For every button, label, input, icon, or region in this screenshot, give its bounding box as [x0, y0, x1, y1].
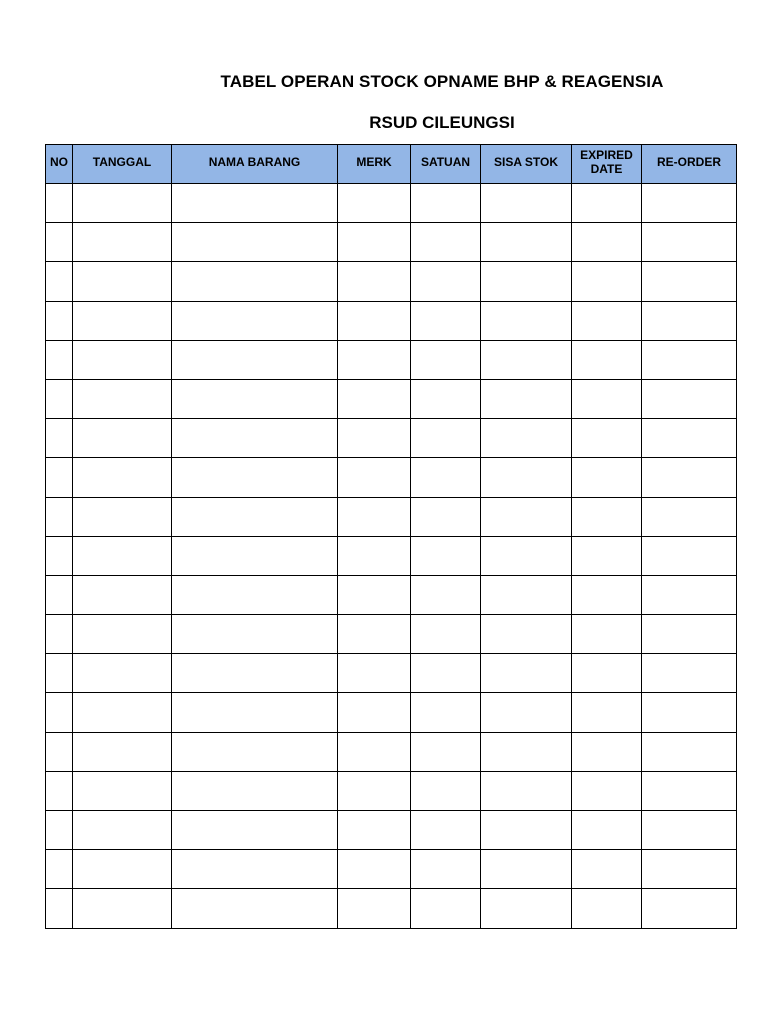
table-cell-nama-barang[interactable] [172, 693, 338, 732]
table-cell-satuan[interactable] [411, 419, 481, 458]
table-cell-merk[interactable] [338, 536, 411, 575]
table-cell-satuan[interactable] [411, 654, 481, 693]
table-cell-satuan[interactable] [411, 497, 481, 536]
table-cell-no[interactable] [46, 340, 73, 379]
table-row [46, 811, 737, 850]
table-row [46, 889, 737, 928]
table-cell-sisa-stok[interactable] [481, 850, 572, 889]
table-cell-nama-barang[interactable] [172, 301, 338, 340]
table-cell-no[interactable] [46, 732, 73, 771]
table-cell-sisa-stok[interactable] [481, 771, 572, 810]
table-cell-no[interactable] [46, 458, 73, 497]
table-cell-tanggal[interactable] [73, 301, 172, 340]
table-cell-expired-date[interactable] [572, 654, 642, 693]
table-cell-sisa-stok[interactable] [481, 889, 572, 928]
table-cell-merk[interactable] [338, 301, 411, 340]
column-header-merk: MERK [338, 145, 411, 184]
table-row [46, 262, 737, 301]
table-cell-tanggal[interactable] [73, 771, 172, 810]
table-cell-satuan[interactable] [411, 458, 481, 497]
table-cell-no[interactable] [46, 575, 73, 614]
table-cell-satuan[interactable] [411, 615, 481, 654]
table-row [46, 184, 737, 223]
table-cell-tanggal[interactable] [73, 575, 172, 614]
table-row [46, 732, 737, 771]
table-cell-expired-date[interactable] [572, 732, 642, 771]
table-row [46, 575, 737, 614]
table-cell-expired-date[interactable] [572, 340, 642, 379]
table-cell-re-order[interactable] [642, 615, 737, 654]
table-row [46, 419, 737, 458]
table-cell-merk[interactable] [338, 732, 411, 771]
table-cell-tanggal[interactable] [73, 811, 172, 850]
table-cell-sisa-stok[interactable] [481, 458, 572, 497]
table-cell-no[interactable] [46, 497, 73, 536]
table-cell-tanggal[interactable] [73, 419, 172, 458]
table-cell-nama-barang[interactable] [172, 497, 338, 536]
table-cell-expired-date[interactable] [572, 223, 642, 262]
table-cell-merk[interactable] [338, 889, 411, 928]
table-cell-merk[interactable] [338, 575, 411, 614]
table-cell-merk[interactable] [338, 811, 411, 850]
stock-opname-table [45, 144, 737, 929]
table-cell-sisa-stok[interactable] [481, 536, 572, 575]
table-cell-nama-barang[interactable] [172, 850, 338, 889]
table-cell-expired-date[interactable] [572, 771, 642, 810]
table-cell-satuan[interactable] [411, 811, 481, 850]
table-cell-tanggal[interactable] [73, 536, 172, 575]
table-cell-satuan[interactable] [411, 223, 481, 262]
table-cell-expired-date[interactable] [572, 889, 642, 928]
table-cell-sisa-stok[interactable] [481, 262, 572, 301]
table-cell-no[interactable] [46, 654, 73, 693]
table-cell-expired-date[interactable] [572, 379, 642, 418]
table-cell-expired-date[interactable] [572, 536, 642, 575]
table-cell-merk[interactable] [338, 654, 411, 693]
table-cell-nama-barang[interactable] [172, 340, 338, 379]
table-cell-re-order[interactable] [642, 850, 737, 889]
table-cell-nama-barang[interactable] [172, 811, 338, 850]
table-cell-tanggal[interactable] [73, 654, 172, 693]
table-cell-re-order[interactable] [642, 693, 737, 732]
table-cell-sisa-stok[interactable] [481, 693, 572, 732]
table-cell-satuan[interactable] [411, 262, 481, 301]
table-cell-no[interactable] [46, 771, 73, 810]
table-cell-tanggal[interactable] [73, 379, 172, 418]
table-cell-merk[interactable] [338, 340, 411, 379]
column-header-expired-date [572, 145, 642, 184]
table-cell-merk[interactable] [338, 497, 411, 536]
table-cell-nama-barang[interactable] [172, 575, 338, 614]
column-header-satuan: SATUAN [411, 145, 481, 184]
table-cell-tanggal[interactable] [73, 340, 172, 379]
table-row [46, 693, 737, 732]
table-cell-sisa-stok[interactable] [481, 340, 572, 379]
table-cell-nama-barang[interactable] [172, 379, 338, 418]
table-cell-sisa-stok[interactable] [481, 575, 572, 614]
column-header-tanggal: TANGGAL [73, 145, 172, 184]
table-cell-merk[interactable] [338, 223, 411, 262]
table-cell-re-order[interactable] [642, 379, 737, 418]
table-row [46, 301, 737, 340]
table-cell-no[interactable] [46, 223, 73, 262]
table-row [46, 458, 737, 497]
table-cell-sisa-stok[interactable] [481, 654, 572, 693]
table-cell-expired-date[interactable] [572, 497, 642, 536]
expired-date-line-2: DATE [590, 161, 623, 176]
table-cell-satuan[interactable] [411, 575, 481, 614]
table-cell-satuan[interactable] [411, 732, 481, 771]
document-title: TABEL OPERAN STOCK OPNAME BHP & REAGENSIA [220, 72, 664, 91]
table-row [46, 615, 737, 654]
table-cell-nama-barang[interactable] [172, 536, 338, 575]
table-cell-tanggal[interactable] [73, 732, 172, 771]
table-cell-satuan[interactable] [411, 184, 481, 223]
table-cell-merk[interactable] [338, 693, 411, 732]
table-cell-no[interactable] [46, 184, 73, 223]
column-header-no: NO [46, 145, 73, 184]
table-cell-re-order[interactable] [642, 419, 737, 458]
table-cell-expired-date[interactable] [572, 693, 642, 732]
table-cell-re-order[interactable] [642, 184, 737, 223]
table-row [46, 340, 737, 379]
table-cell-no[interactable] [46, 693, 73, 732]
table-cell-satuan[interactable] [411, 693, 481, 732]
column-header-sisa-stok: SISA STOK [481, 145, 572, 184]
table-cell-sisa-stok[interactable] [481, 223, 572, 262]
table-cell-merk[interactable] [338, 771, 411, 810]
table-cell-no[interactable] [46, 379, 73, 418]
table-cell-satuan[interactable] [411, 301, 481, 340]
table-cell-no[interactable] [46, 262, 73, 301]
table-cell-sisa-stok[interactable] [481, 301, 572, 340]
table-cell-re-order[interactable] [642, 301, 737, 340]
column-header-re-order: RE-ORDER [642, 145, 737, 184]
table-cell-tanggal[interactable] [73, 223, 172, 262]
table-cell-no[interactable] [46, 419, 73, 458]
table-cell-sisa-stok[interactable] [481, 811, 572, 850]
table-cell-satuan[interactable] [411, 850, 481, 889]
table-cell-satuan[interactable] [411, 340, 481, 379]
table-cell-nama-barang[interactable] [172, 615, 338, 654]
table-cell-no[interactable] [46, 889, 73, 928]
table-cell-merk[interactable] [338, 615, 411, 654]
table-cell-tanggal[interactable] [73, 889, 172, 928]
expired-date-line-1: EXPIRED [580, 147, 633, 162]
table-cell-nama-barang[interactable] [172, 458, 338, 497]
table-row [46, 536, 737, 575]
table-cell-nama-barang[interactable] [172, 223, 338, 262]
table-cell-nama-barang[interactable] [172, 771, 338, 810]
table-cell-tanggal[interactable] [73, 262, 172, 301]
table-cell-tanggal[interactable] [73, 615, 172, 654]
table-cell-re-order[interactable] [642, 536, 737, 575]
table-cell-tanggal[interactable] [73, 184, 172, 223]
table-cell-re-order[interactable] [642, 654, 737, 693]
table-cell-expired-date[interactable] [572, 615, 642, 654]
table-cell-tanggal[interactable] [73, 458, 172, 497]
table-row [46, 379, 737, 418]
table-cell-satuan[interactable] [411, 536, 481, 575]
table-cell-expired-date[interactable] [572, 575, 642, 614]
table-cell-sisa-stok[interactable] [481, 419, 572, 458]
document-subtitle: RSUD CILEUNGSI [369, 113, 515, 132]
table-cell-re-order[interactable] [642, 340, 737, 379]
table-cell-expired-date[interactable] [572, 850, 642, 889]
table-cell-nama-barang[interactable] [172, 889, 338, 928]
table-cell-tanggal[interactable] [73, 497, 172, 536]
table-cell-no[interactable] [46, 301, 73, 340]
table-cell-merk[interactable] [338, 379, 411, 418]
table-cell-re-order[interactable] [642, 889, 737, 928]
table-header-row [46, 145, 737, 184]
table-cell-re-order[interactable] [642, 497, 737, 536]
table-cell-re-order[interactable] [642, 223, 737, 262]
table-cell-expired-date[interactable] [572, 419, 642, 458]
table-cell-expired-date[interactable] [572, 458, 642, 497]
table-body [46, 184, 737, 929]
table-cell-expired-date[interactable] [572, 301, 642, 340]
table-row [46, 654, 737, 693]
table-cell-nama-barang[interactable] [172, 732, 338, 771]
table-cell-no[interactable] [46, 811, 73, 850]
table-row [46, 223, 737, 262]
table-cell-sisa-stok[interactable] [481, 615, 572, 654]
table-cell-re-order[interactable] [642, 771, 737, 810]
table-row [46, 850, 737, 889]
table-cell-sisa-stok[interactable] [481, 497, 572, 536]
table-cell-merk[interactable] [338, 419, 411, 458]
table-cell-nama-barang[interactable] [172, 419, 338, 458]
table-cell-no[interactable] [46, 850, 73, 889]
table-cell-sisa-stok[interactable] [481, 379, 572, 418]
table-cell-merk[interactable] [338, 262, 411, 301]
table-cell-tanggal[interactable] [73, 693, 172, 732]
table-cell-sisa-stok[interactable] [481, 732, 572, 771]
table-cell-satuan[interactable] [411, 379, 481, 418]
table-cell-re-order[interactable] [642, 732, 737, 771]
table-cell-merk[interactable] [338, 458, 411, 497]
table-row [46, 771, 737, 810]
table-cell-re-order[interactable] [642, 811, 737, 850]
table-cell-satuan[interactable] [411, 889, 481, 928]
table-cell-satuan[interactable] [411, 771, 481, 810]
table-cell-expired-date[interactable] [572, 262, 642, 301]
table-cell-nama-barang[interactable] [172, 262, 338, 301]
column-header-nama-barang: NAMA BARANG [172, 145, 338, 184]
table-cell-re-order[interactable] [642, 262, 737, 301]
table-cell-re-order[interactable] [642, 575, 737, 614]
table-cell-merk[interactable] [338, 184, 411, 223]
table-cell-nama-barang[interactable] [172, 184, 338, 223]
table-cell-expired-date[interactable] [572, 811, 642, 850]
table-cell-no[interactable] [46, 615, 73, 654]
table-cell-merk[interactable] [338, 850, 411, 889]
table-cell-tanggal[interactable] [73, 850, 172, 889]
table-cell-re-order[interactable] [642, 458, 737, 497]
table-row [46, 497, 737, 536]
table-cell-sisa-stok[interactable] [481, 184, 572, 223]
table-cell-nama-barang[interactable] [172, 654, 338, 693]
table-cell-no[interactable] [46, 536, 73, 575]
table-cell-expired-date[interactable] [572, 184, 642, 223]
